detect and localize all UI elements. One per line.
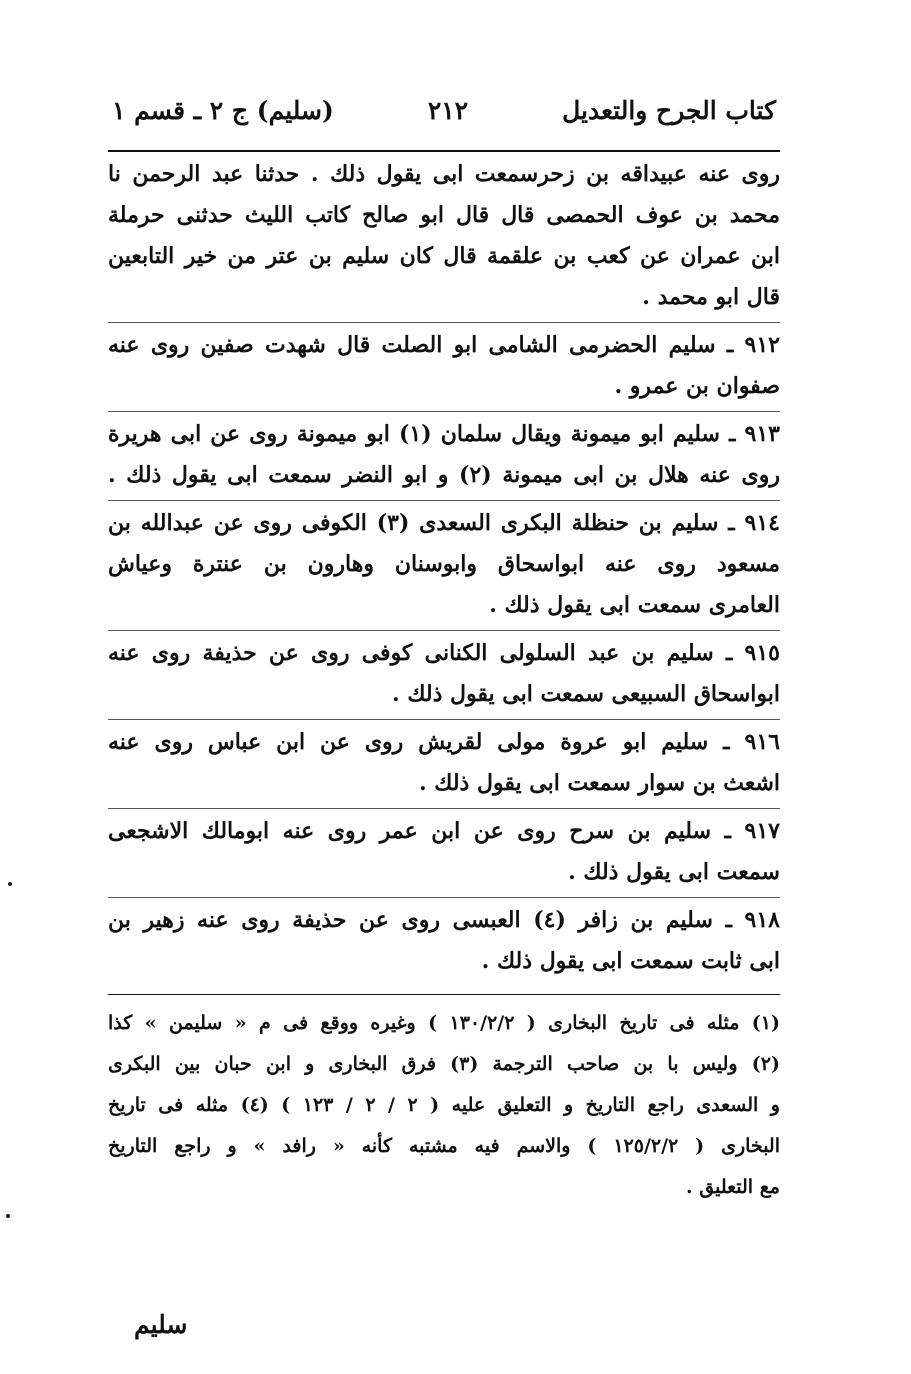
footnote-line: البخارى ( ١٢٥/٢/٢ ) والاسم فيه مشتبه كأنه « رافد » و راجع التاريخ xyxy=(108,1135,780,1157)
footnote-line: و السعدى راجع التاريخ و التعليق عليه ( ٢ / ٢ / ١٢٣ ) (٤) مثله فى تاريخ xyxy=(108,1094,780,1116)
text-line: ٩١٦ ـ سليم ابو عروة مولى لقريش روى عن ابن عباس روى عنه xyxy=(108,729,780,755)
text-line: قال ابو محمد . xyxy=(642,284,780,310)
entry-918 xyxy=(108,897,780,982)
book-page xyxy=(108,96,780,1208)
text-line: صفوان بن عمرو . xyxy=(614,373,780,399)
text-line: اشعث بن سوار سمعت ابى يقول ذلك . xyxy=(418,770,780,796)
footnote-line: (١) مثله فى تاريخ البخارى ( ١٣٠/٢/٢ ) وغيره ووقع فى م « سليمن » كذا xyxy=(108,1012,780,1034)
text-line: ابن عمران عن كعب بن علقمة قال كان سليم بن عتر من خير التابعين xyxy=(108,243,780,269)
text-line: مسعود روى عنه ابواسحاق وابوسنان وهارون بن عنترة وعياش xyxy=(108,551,780,577)
text-line: محمد بن عوف الحمصى قال قال ابو صالح كاتب الليث حدثنى حرملة xyxy=(108,202,780,228)
entry-913 xyxy=(108,411,780,496)
continuation-paragraph xyxy=(108,152,780,318)
text-line: ٩١٥ ـ سليم بن عبد السلولى الكنانى كوفى روى عن حذيفة روى عنه xyxy=(108,640,780,666)
text-line: ٩١٧ ـ سليم بن سرح روى عن ابن عمر روى عنه ابومالك الاشجعى xyxy=(108,818,780,844)
footnote-line: مع التعليق . xyxy=(686,1176,780,1198)
text-line: ابواسحاق السبيعى سمعت ابى يقول ذلك . xyxy=(392,681,780,707)
catchword: سليم xyxy=(134,1310,188,1339)
entry-912 xyxy=(108,322,780,407)
text-line: ٩١٤ ـ سليم بن حنظلة البكرى السعدى (٣) الكوفى روى عن عبدالله بن xyxy=(108,510,780,536)
text-line: ٩١٨ ـ سليم بن زافر (٤) العبسى روى عن حذيفة روى عنه زهير بن xyxy=(108,907,780,933)
text-line: روى عنه عبيداقه بن زحرسمعت ابى يقول ذلك . حدثنا عبد الرحمن نا xyxy=(108,161,780,187)
footnotes xyxy=(108,1003,780,1208)
text-line: ٩١٣ ـ سليم ابو ميمونة ويقال سلمان (١) ابو ميمونة روى عن ابى هريرة xyxy=(108,421,780,447)
text-line: ٩١٢ ـ سليم الحضرمى الشامى ابو الصلت قال شهدت صفين روى عنه xyxy=(108,332,780,358)
book-title: كتاب الجرح والتعديل xyxy=(562,96,776,125)
section-label: (سليم) ج ٢ ـ قسم ١ xyxy=(112,96,334,125)
entry-915 xyxy=(108,630,780,715)
footnote-line: (٢) وليس با بن صاحب الترجمة (٣) فرق البخارى و ابن حبان بين البكرى xyxy=(108,1053,780,1075)
text-line: سمعت ابى يقول ذلك . xyxy=(568,859,780,885)
running-header xyxy=(108,96,780,146)
entry-917 xyxy=(108,808,780,893)
scan-speck xyxy=(6,1214,10,1218)
entry-916 xyxy=(108,719,780,804)
text-line: ابى ثابت سمعت ابى يقول ذلك . xyxy=(481,948,780,974)
footnote-rule xyxy=(108,994,780,995)
text-line: روى عنه هلال بن ابى ميمونة (٢) و ابو النضر سمعت ابى يقول ذلك . xyxy=(108,462,780,488)
text-line: العامرى سمعت ابى يقول ذلك . xyxy=(489,592,780,618)
page-number: ٢١٢ xyxy=(427,96,469,125)
entry-914 xyxy=(108,500,780,626)
scan-speck xyxy=(8,882,12,886)
